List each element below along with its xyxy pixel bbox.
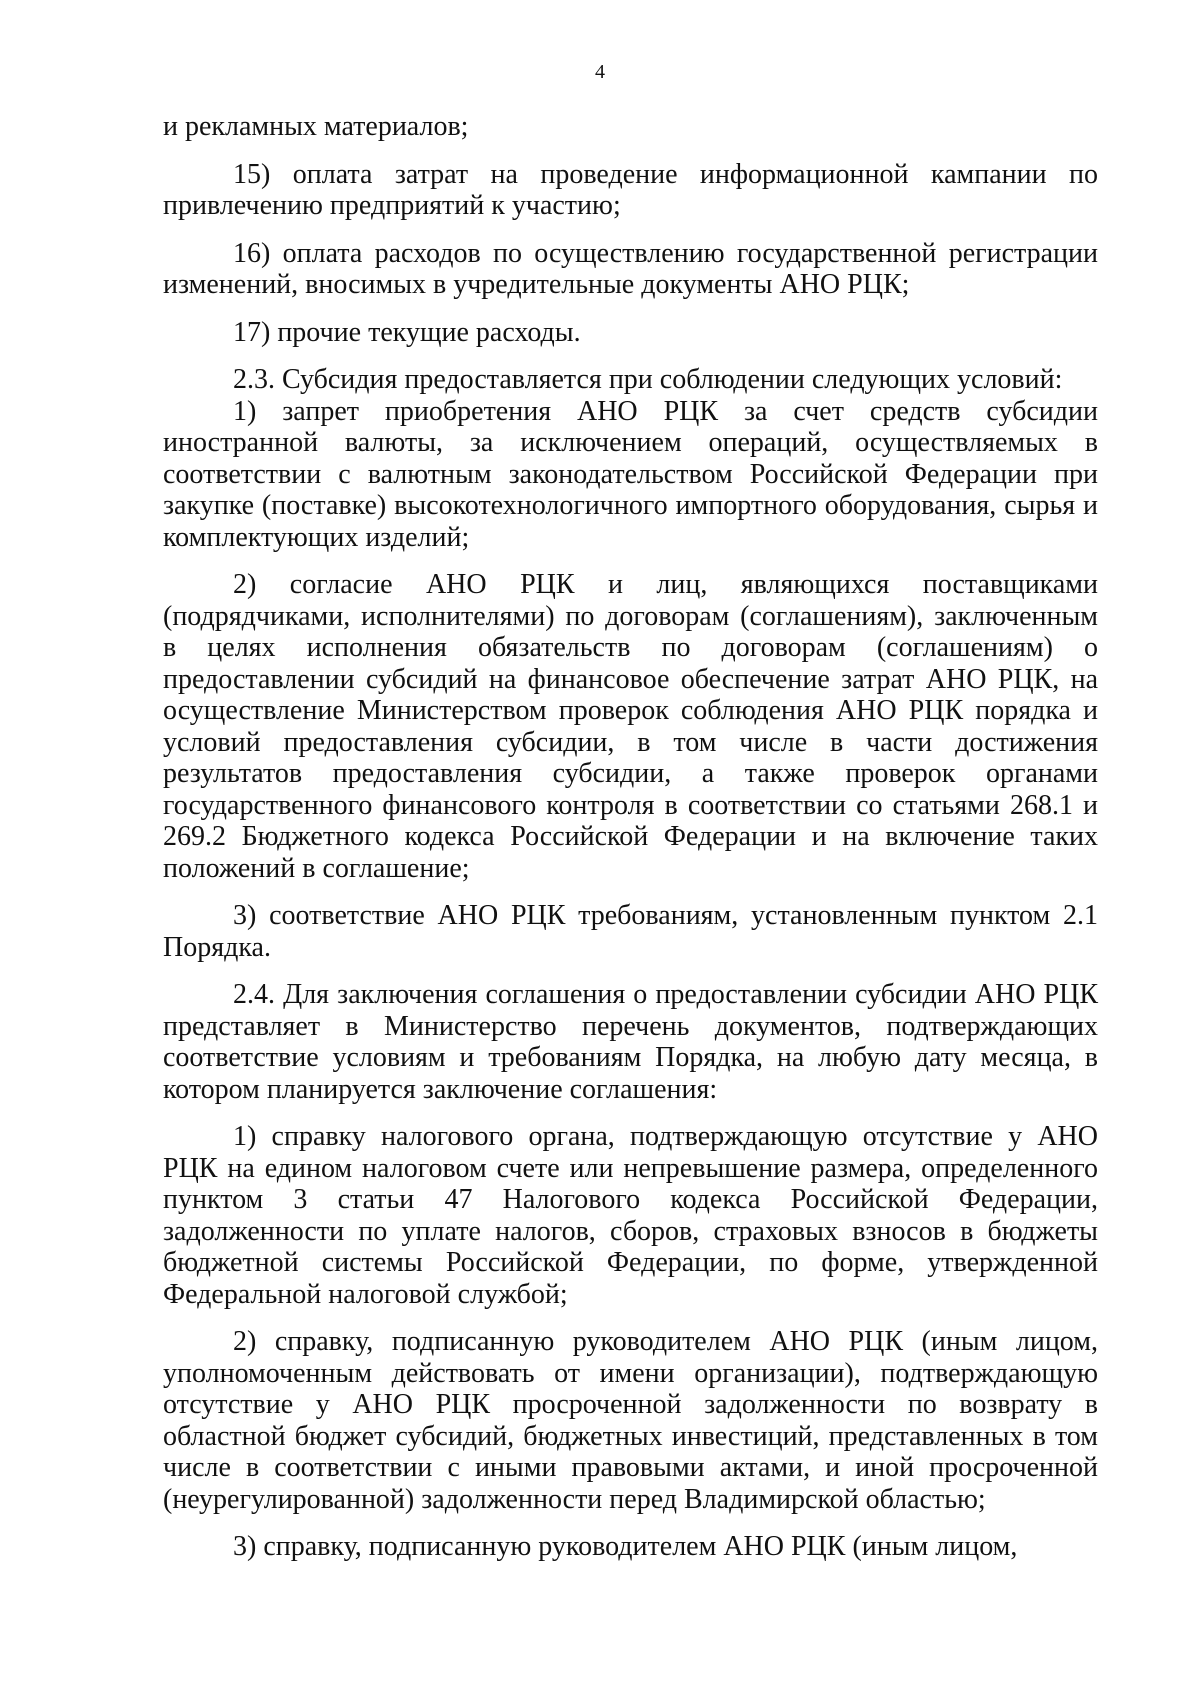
document-body <box>163 111 1098 1563</box>
paragraph-section-2-3: 2.3. Субсидия предоставляется при соблюдении следующих условий: <box>233 364 1063 395</box>
paragraph-item-17: 17) прочие текущие расходы. <box>233 316 581 348</box>
paragraph-document-2: 2) справку, подписанную руководителем АНО РЦК (иным лицом, уполномоченным действовать от имени организации), подтверждающую отсутствие у АНО РЦК просроченной задолженности по возврату в областной бюджет субсидий, бюджетных инвестиций, представленных в том числе в соответствии с иными правовыми актами, и иной просроченной (неурегулированной) задолженности перед Владимирской областью; <box>163 1326 1098 1515</box>
page-number: 4 <box>595 61 605 83</box>
paragraph-condition-1: 1) запрет приобретения АНО РЦК за счет средств субсидии иностранной валюты, за исключением операций, осуществляемых в соответствии с валютным законодательством Российской Федерации при закупке (поставке) высокотехнологичного импортного оборудования, сырья и комплектующих изделий; <box>163 395 1098 553</box>
paragraph-condition-2: 2) согласие АНО РЦК и лиц, являющихся поставщиками (подрядчиками, исполнителями) по договорам (соглашениям), заключенным в целях исполнения обязательств по договорам (соглашениям) о предоставлении субсидий на финансовое обеспечение затрат АНО РЦК, на осуществление Министерством проверок соблюдения АНО РЦК порядка и условий предоставления субсидии, в том числе в части достижения результатов предоставления субсидии, а также проверок органами государственного финансового контроля в соответствии со статьями 268.1 и 269.2 Бюджетного кодекса Российской Федерации и на включение таких положений в соглашение; <box>163 569 1098 884</box>
paragraph-continuation: и рекламных материалов; <box>163 111 469 142</box>
paragraph-document-1: 1) справку налогового органа, подтверждающую отсутствие у АНО РЦК на едином налоговом счете или непревышение размера, определенного пунктом 3 статьи 47 Налогового кодекса Российской Федерации, задолженности по уплате налогов, сборов, страховых взносов в бюджеты бюджетной системы Российской Федерации, по форме, утвержденной Федеральной налоговой службой; <box>163 1121 1098 1310</box>
paragraph-condition-3: 3) соответствие АНО РЦК требованиям, установленным пунктом 2.1 Порядка. <box>163 900 1098 963</box>
paragraph-section-2-4: 2.4. Для заключения соглашения о предоставлении субсидии АНО РЦК представляет в Министерство перечень документов, подтверждающих соответствие условиям и требованиям Порядка, на любую дату месяца, в котором планируется заключение соглашения: <box>163 979 1098 1105</box>
paragraph-document-3: 3) справку, подписанную руководителем АНО РЦК (иным лицом, <box>233 1531 1018 1562</box>
paragraph-item-16: 16) оплата расходов по осуществлению государственной регистрации изменений, вносимых в учредительные документы АНО РЦК; <box>163 237 1098 300</box>
paragraph-item-15: 15) оплата затрат на проведение информационной кампании по привлечению предприятий к участию; <box>163 158 1098 221</box>
